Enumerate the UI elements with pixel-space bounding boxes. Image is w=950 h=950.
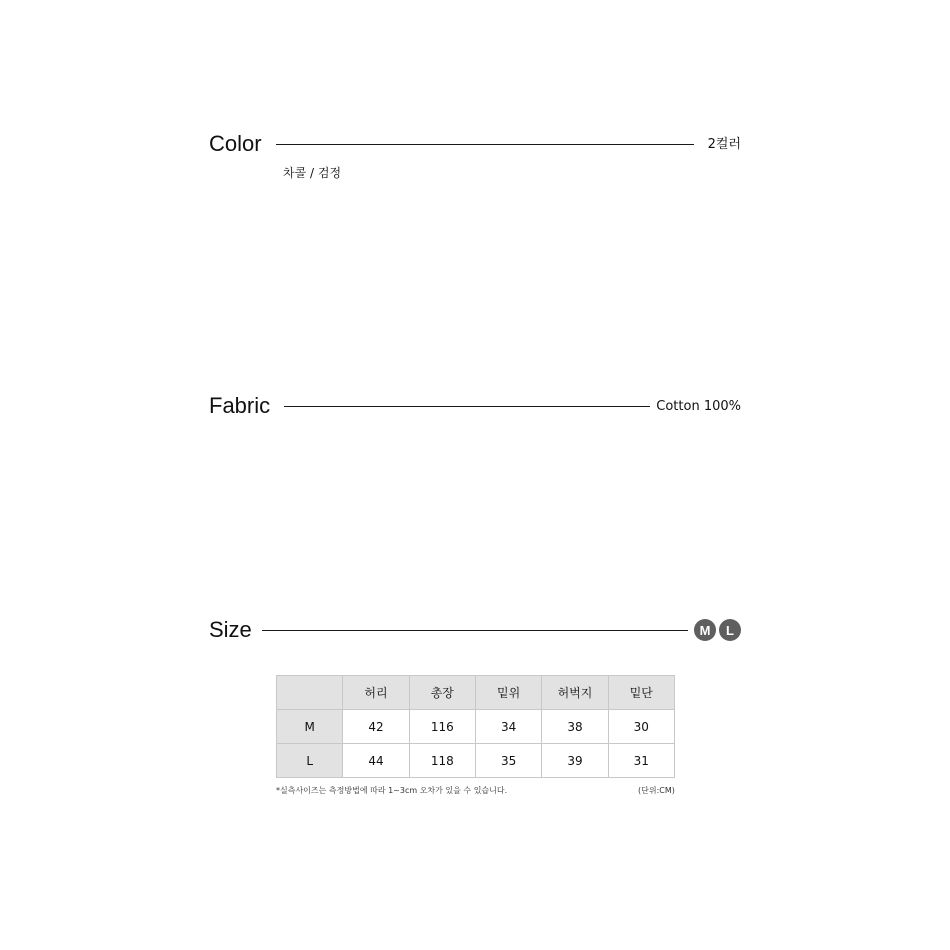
size-badge-m: M: [694, 619, 716, 641]
color-divider-line: [276, 144, 694, 145]
size-table: [276, 675, 675, 778]
unit-note: (단위:CM): [638, 786, 675, 795]
table-cell: 38: [542, 710, 608, 744]
table-cell: 30: [608, 710, 674, 744]
table-row: [277, 710, 675, 744]
header-waist: 허리: [343, 676, 409, 710]
table-cell: 44: [343, 744, 409, 778]
row-label-l: L: [277, 744, 343, 778]
size-badge-l: L: [719, 619, 741, 641]
header-hem: 밑단: [608, 676, 674, 710]
size-badges: [694, 619, 741, 641]
table-cell: 42: [343, 710, 409, 744]
fabric-row: [209, 395, 741, 417]
table-cell: 118: [409, 744, 475, 778]
measurement-note: *실측사이즈는 측정방법에 따라 1~3cm 오차가 있을 수 있습니다.: [276, 786, 508, 795]
table-cell: 31: [608, 744, 674, 778]
color-count: 2컬러: [707, 136, 741, 152]
table-cell: 35: [475, 744, 541, 778]
size-divider-line: [262, 630, 688, 631]
table-row: [277, 744, 675, 778]
size-table-header-row: [277, 676, 675, 710]
header-thigh: 허벅지: [542, 676, 608, 710]
fabric-title: Fabric: [209, 393, 271, 418]
table-cell: 116: [409, 710, 475, 744]
fabric-divider-line: [284, 406, 650, 407]
color-options: 차콜 / 검정: [283, 166, 342, 180]
header-total-length: 총장: [409, 676, 475, 710]
size-title: Size: [209, 617, 252, 642]
fabric-value: Cotton 100%: [656, 398, 741, 414]
header-rise: 밑위: [475, 676, 541, 710]
size-row: [209, 619, 741, 641]
header-empty-cell: [277, 676, 343, 710]
table-cell: 39: [542, 744, 608, 778]
row-label-m: M: [277, 710, 343, 744]
color-title: Color: [209, 131, 262, 156]
table-cell: 34: [475, 710, 541, 744]
color-row: [209, 133, 741, 155]
